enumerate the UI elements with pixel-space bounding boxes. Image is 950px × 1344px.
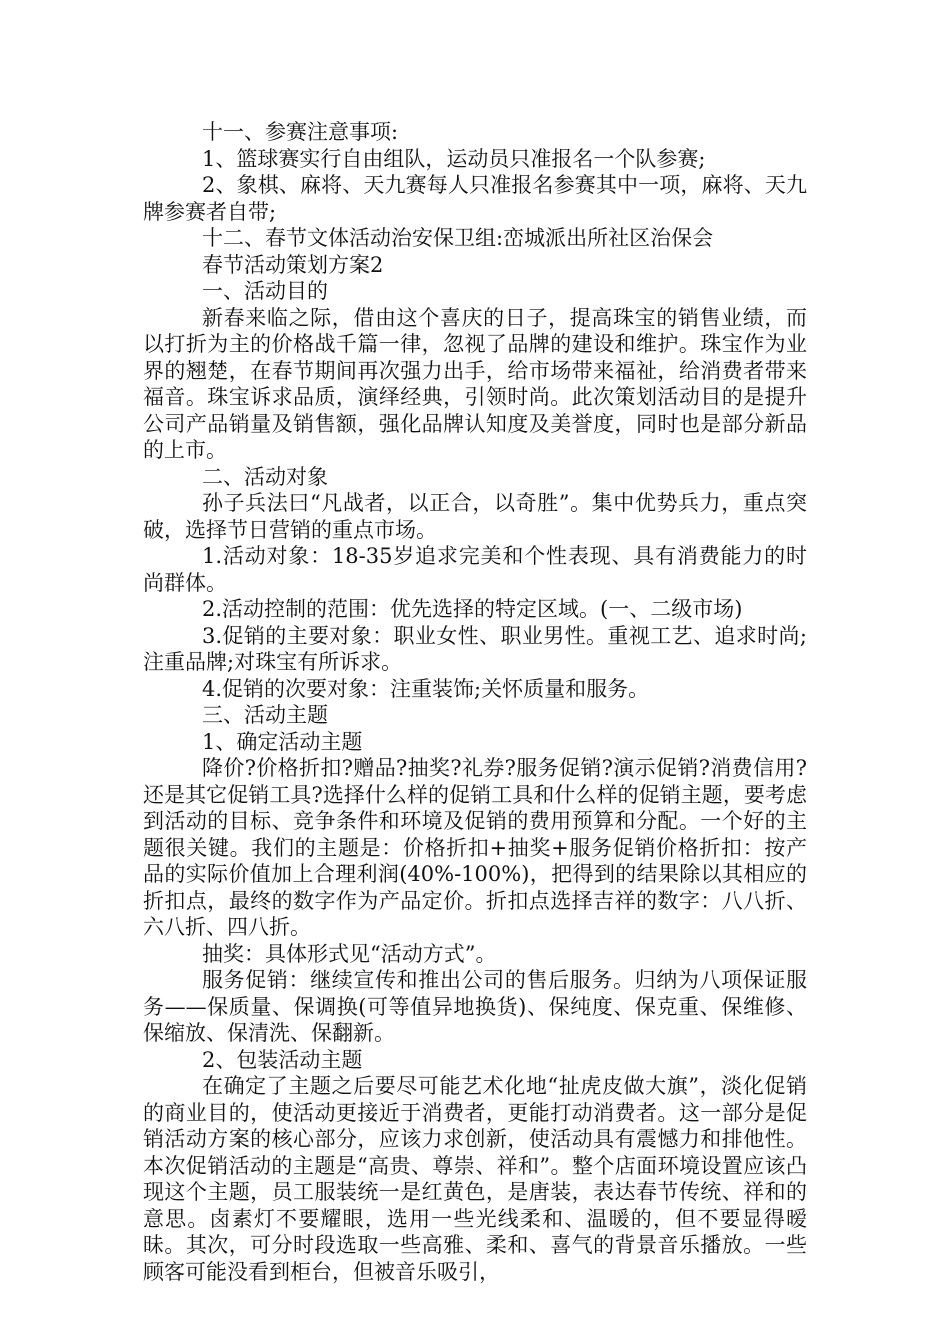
paragraph-lottery: 抽奖：具体形式见“活动方式”。 [202,941,497,966]
heading-activity-theme: 三、活动主题 [202,703,328,727]
list-item-target-4: 4.促销的次要对象：注重装饰;关怀质量和服务。 [202,676,650,701]
paragraph-sunzi-quote: 孙子兵法曰“凡战者，以正合，以奇胜”。集中优势兵力，重点突破，选择节日营销的重点市场。 [143,491,807,542]
list-item-target-1: 1.活动对象：18-35岁追求完美和个性表现、具有消费能力的时尚群体。 [143,544,807,595]
paragraph-activity-purpose: 新春来临之际，借由这个喜庆的日子，提高珠宝的销售业绩，而以打折为主的价格战千篇一律，忽视了品牌的建设和维护。珠宝作为业界的翘楚，在春节期间再次强力出手，给市场带来福祉，给消费者带来福音。珠宝诉求品质，演绎经典，引领时尚。此次策划活动目的是提升公司产品销量及销售额，强化品牌认知度及美誉度，同时也是部分新品的上市。 [143,305,807,462]
list-item-target-3: 3.促销的主要对象：职业女性、职业男性。重视工艺、追求时尚;注重品牌;对珠宝有所诉求。 [143,623,807,674]
paragraph-package-theme: 在确定了主题之后要尽可能艺术化地“扯虎皮做大旗”，淡化促销的商业目的，使活动更接近于消费者，更能打动消费者。这一部分是促销活动方案的核心部分，应该力求创新，使活动具有震憾力和排他性。本次促销活动的主题是“高贵、尊崇、祥和”。整个店面环境设置应该凸现这个主题，员工服装统一是红黄色，是唐装，表达春节传统、祥和的意思。卤素灯不要耀眼，选用一些光线柔和、温暖的，但不要显得暧昧。其次，可分时段选取一些高雅、柔和、喜气的背景音乐播放。一些顾客可能没看到柜台，但被音乐吸引， [143,1074,807,1284]
heading-determine-theme: 1、确定活动主题 [202,729,363,754]
paragraph-basketball-rule: 1、篮球赛实行自由组队，运动员只准报名一个队参赛; [202,146,706,171]
heading-package-theme: 2、包装活动主题 [202,1047,363,1072]
paragraph-service-promotion: 服务促销：继续宣传和推出公司的售后服务。归纳为八项保证服务——保质量、保调换(可等值异地换货)、保纯度、保克重、保维修、保缩放、保清洗、保翻新。 [143,968,807,1045]
list-item-target-2: 2.活动控制的范围：优先选择的特定区域。(一、二级市场) [202,597,743,621]
paragraph-chess-mahjong-rule: 2、象棋、麻将、天九赛每人只准报名参赛其中一项，麻将、天九牌参赛者自带; [143,173,807,224]
heading-activity-purpose: 一、活动目的 [202,279,328,303]
heading-activity-target: 二、活动对象 [202,464,328,489]
document-body [143,119,807,1285]
heading-notes: 十一、参赛注意事项: [202,120,399,144]
heading-plan-2: 春节活动策划方案2 [202,252,384,277]
heading-security-group: 十二、春节文体活动治安保卫组:峦城派出所社区治保会 [202,226,714,250]
paragraph-promotion-tools: 降价?价格折扣?赠品?抽奖?礼券?服务促销?演示促销?消费信用?还是其它促销工具?选择什么样的促销工具和什么样的促销主题，要考虑到活动的目标、竞争条件和环境及促销的费用预算和分配。一个好的主题很关键。我们的主题是：价格折扣+抽奖+服务促销价格折扣：按产品的实际价值加上合理利润(40%-100%)，把得到的结果除以其相应的折扣点，最终的数字作为产品定价。折扣点选择吉祥的数字：八八折、六八折、四八折。 [143,756,807,939]
